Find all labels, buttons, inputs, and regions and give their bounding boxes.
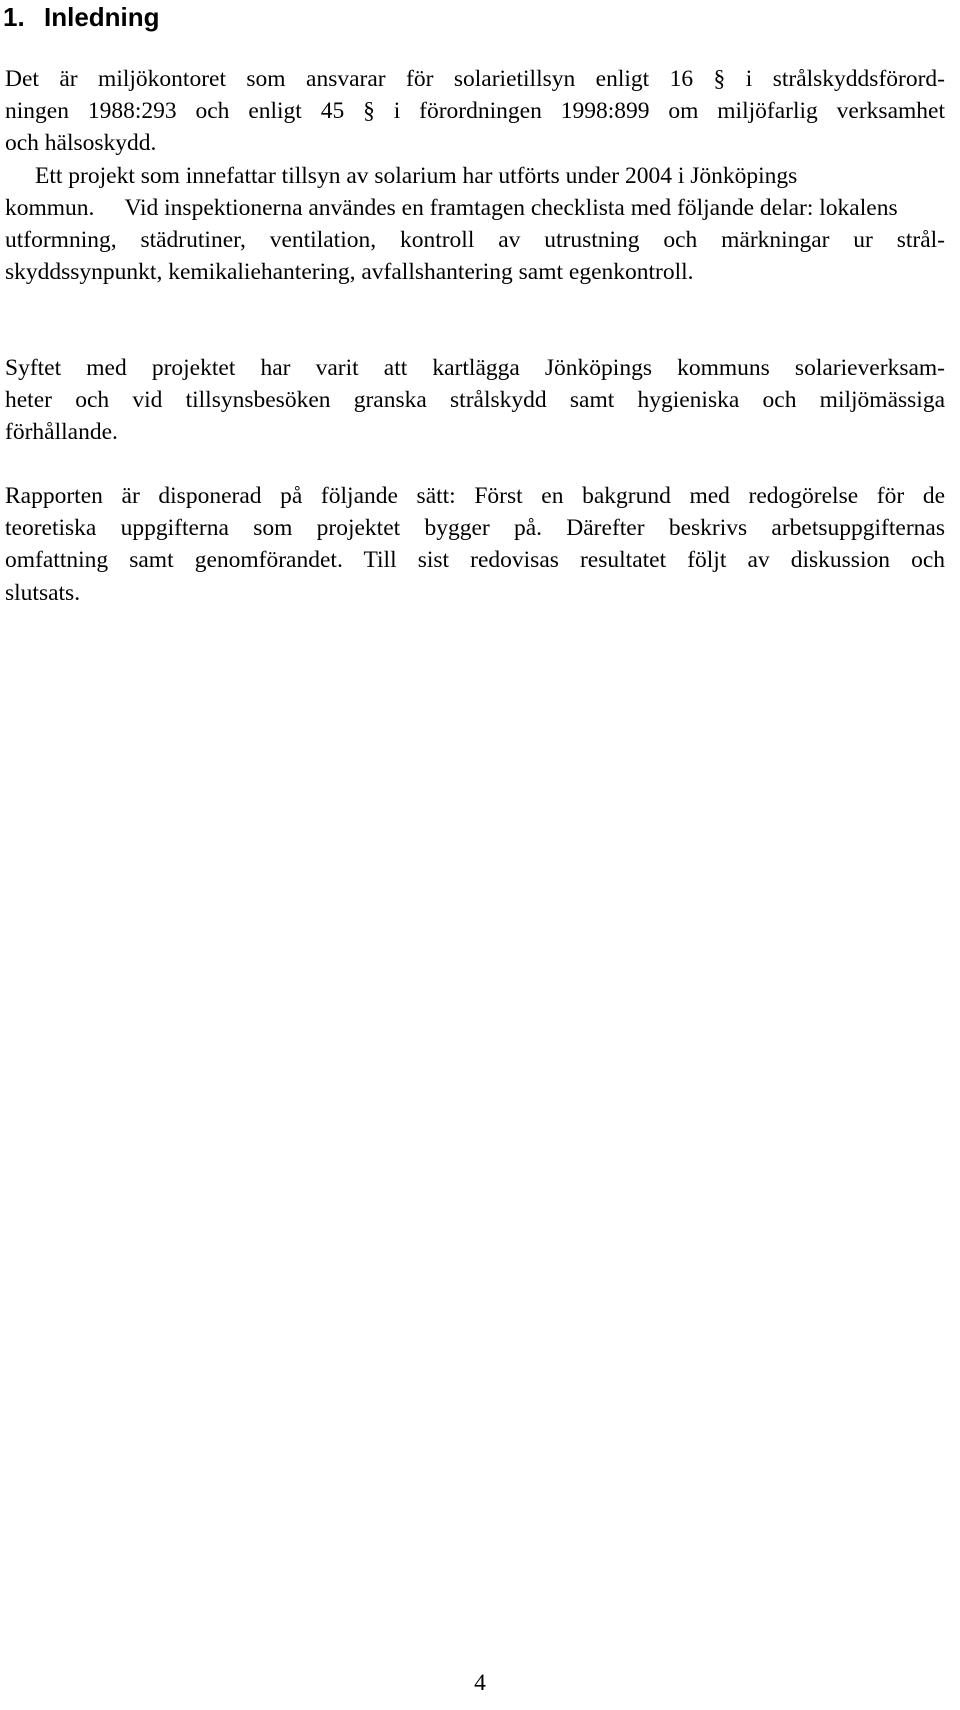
text-line: omfattning samt genomförandet. Till sist redovisas resultatet följt av diskussion och — [5, 547, 945, 574]
text-line: förhållande. — [5, 419, 118, 446]
section-title: Inledning — [44, 2, 160, 32]
paragraph-start: Vid inspektionerna användes en framtagen checklista med följande delar: lokalens — [124, 194, 898, 221]
text-line: utformning, städrutiner, ventilation, kontroll av utrustning och märkningar ur strål- — [5, 227, 945, 253]
purpose-paragraph — [5, 352, 945, 449]
text-line: ningen 1988:293 och enligt 45 § i förordningen 1998:899 om miljöfarlig verksamhet — [5, 98, 945, 125]
disposition-paragraph — [5, 480, 945, 609]
checklist-paragraph — [5, 224, 945, 288]
text-line: och hälsoskydd. — [5, 130, 157, 157]
text-line: Syftet med projektet har varit att kartlägga Jönköpings kommuns solarieverksam- — [5, 355, 945, 381]
text-line: teoretiska uppgifterna som projektet bygger på. Därefter beskrivs arbetsuppgifternas — [5, 515, 945, 542]
section-number: 1. — [3, 2, 25, 32]
text-line: heter och vid tillsynsbesöken granska strålskydd samt hygieniska och miljömässiga — [5, 387, 945, 414]
text-line: Ett projekt som innefattar tillsyn av solarium har utförts under 2004 i Jönköpings — [35, 162, 798, 189]
text-line: slutsats. — [5, 579, 81, 606]
intro-text-block — [5, 63, 945, 224]
section-heading — [3, 0, 160, 34]
text-line — [5, 192, 945, 224]
page-number: 4 — [474, 1670, 486, 1696]
text-line: Det är miljökontoret som ansvarar för solarietillsyn enligt 16 § i strålskyddsförord- — [5, 66, 945, 92]
text-line: skyddssynpunkt, kemikaliehantering, avfallshantering samt egenkontroll. — [5, 259, 694, 286]
text-fragment: kommun. — [5, 194, 95, 221]
text-line: Rapporten är disponerad på följande sätt: Först en bakgrund med redogörelse för de — [5, 483, 945, 509]
